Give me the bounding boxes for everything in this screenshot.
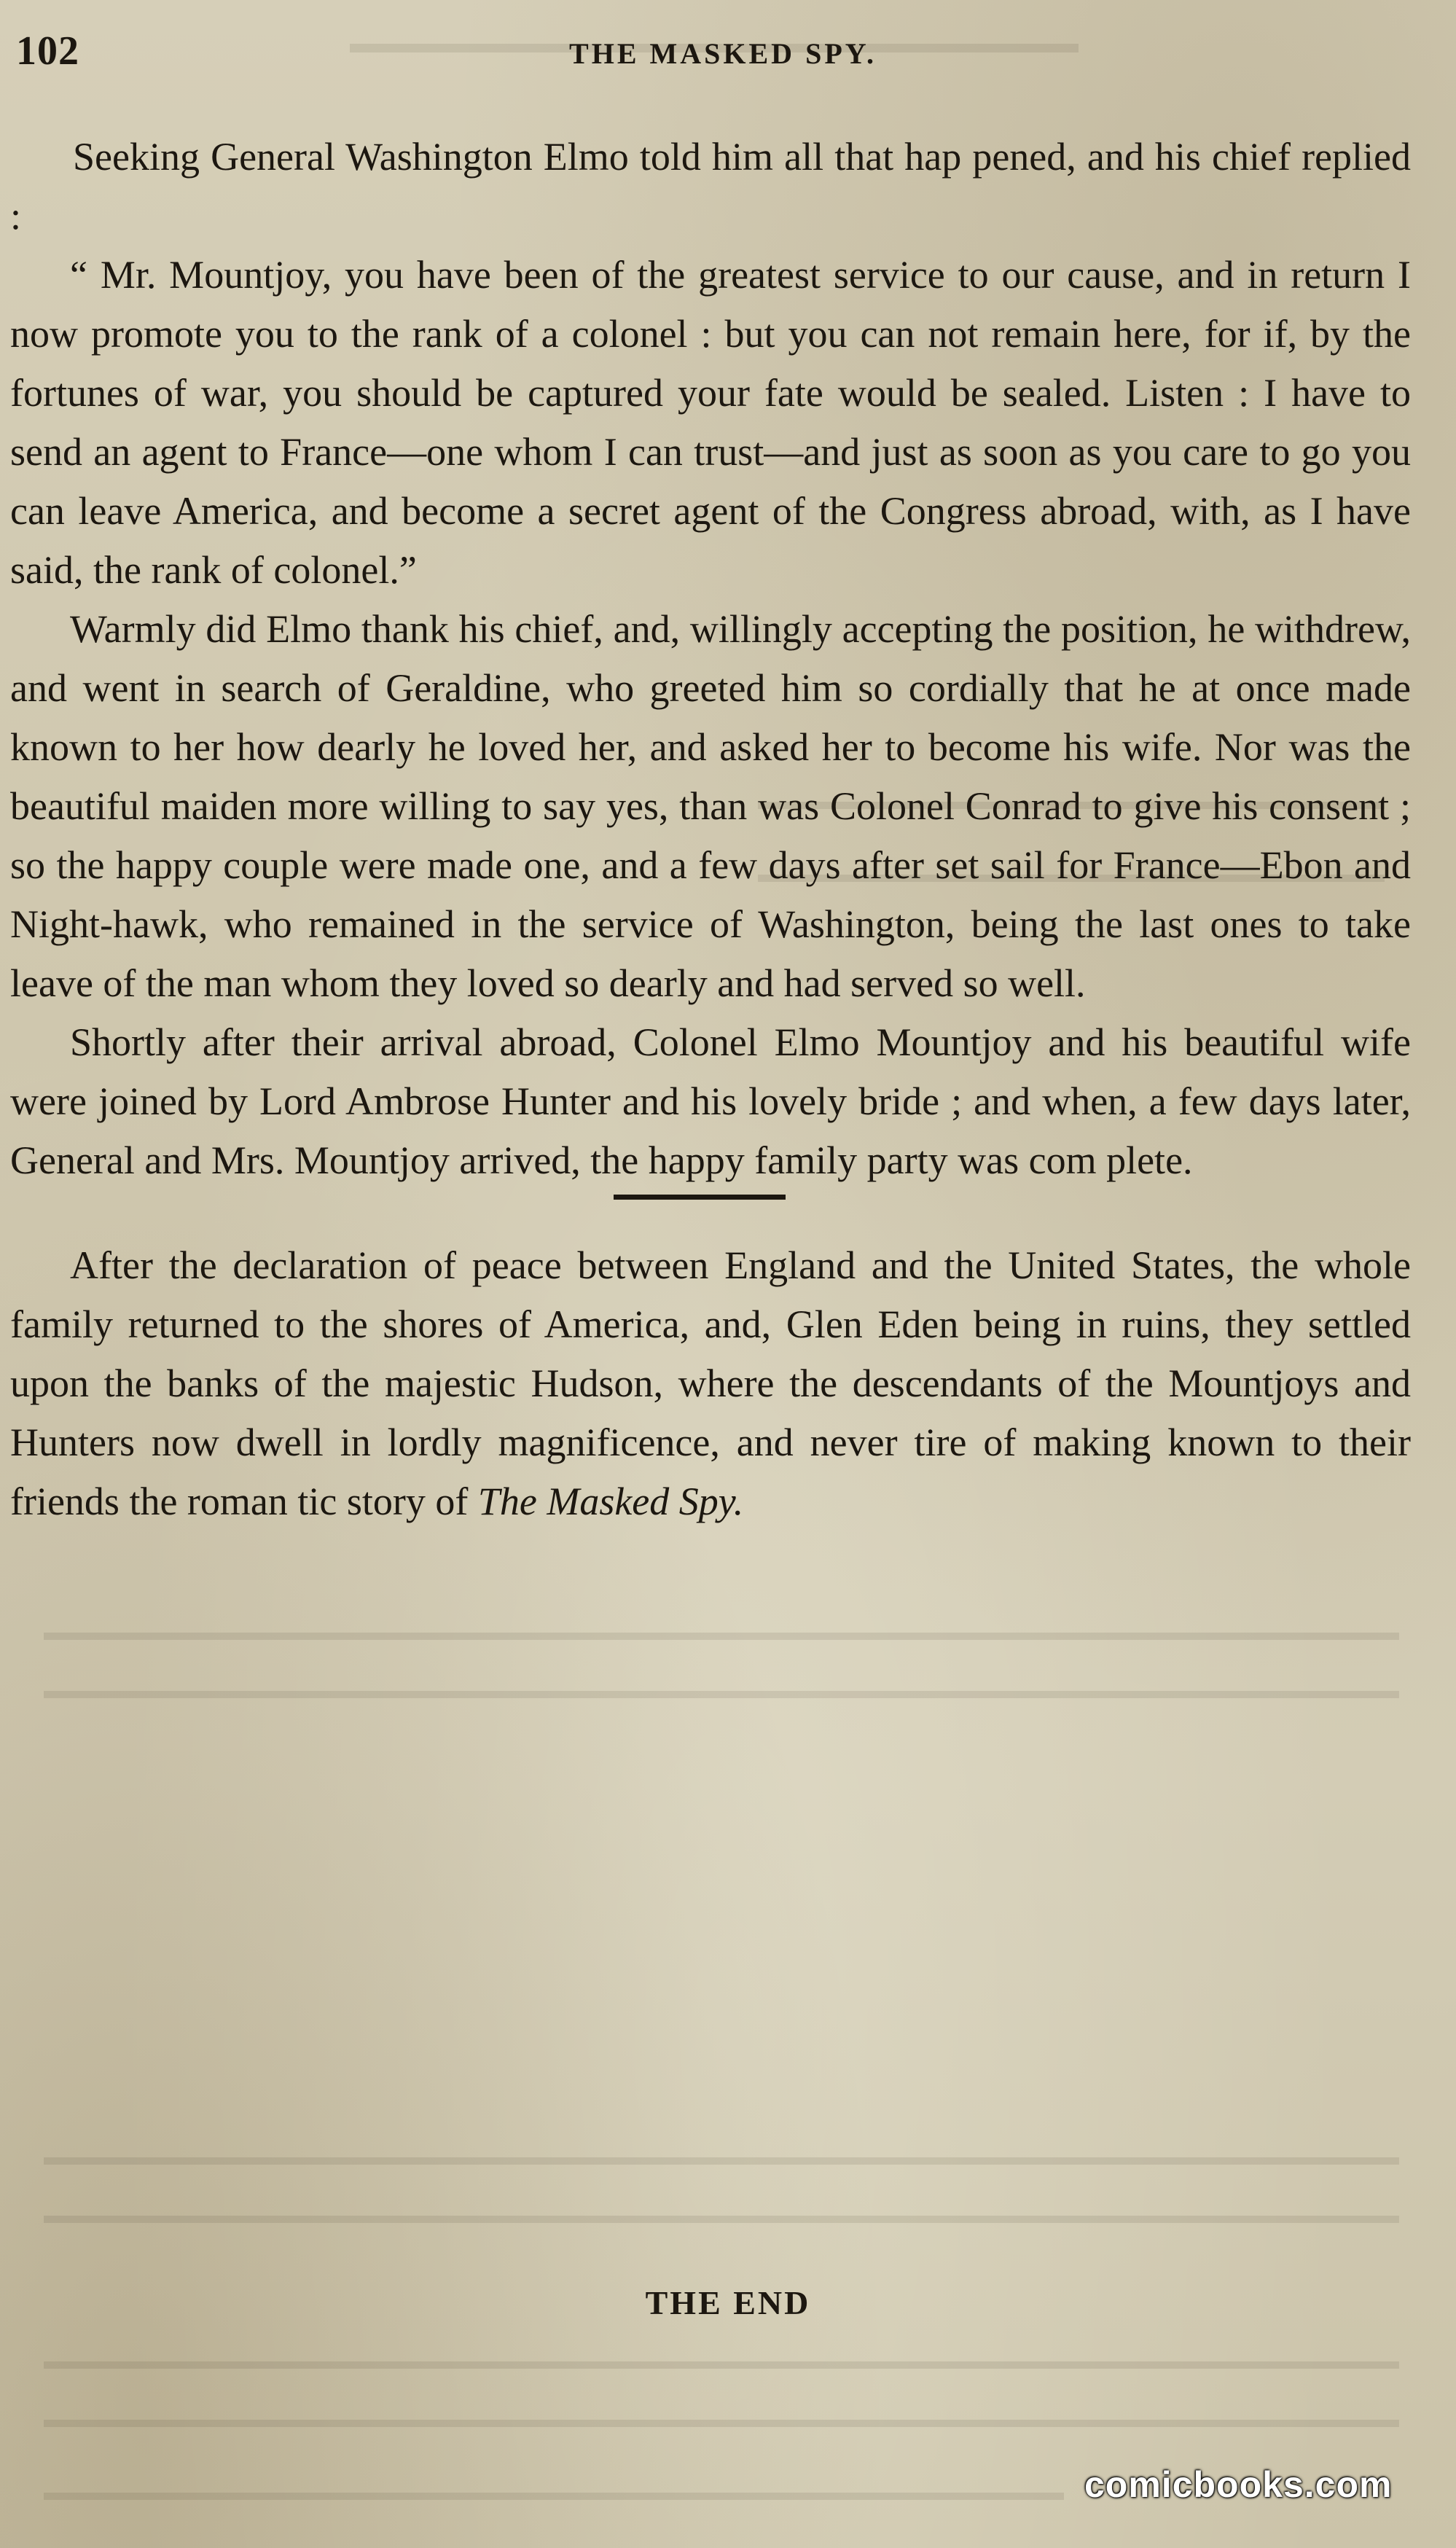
paragraph: “ Mr. Mountjoy, you have been of the greatest service to our cause, and in return I now promote you to the rank of a colonel : but you can not remain here, for if, by the fortunes of war, you should be captured your fate would be sealed. Listen : I have to send an agent to France—one whom I can trust—and just as soon as you care to go you can leave America, and become a secret agent of the Congress abroad, with, as I have said, the rank of colonel.” [10,253,1411,592]
page-number: 102 [16,28,79,74]
section-divider [614,1195,786,1200]
bleed-line [44,2157,1399,2165]
watermark: comicbooks.com [1084,2464,1393,2505]
paragraph: Warmly did Elmo thank his chief, and, willingly accepting the position, he withdrew, and went in search of Geraldine, who greeted him so cordially that he at once made known to her how dearly he loved her, and asked her to become his wife. Nor was the beautiful maiden more willing to say yes, than was Colonel Conrad to give his consent ; so the happy couple were made one, and a few days after set sail for France—Ebon and Night-hawk, who remained in the service of Washington, being the last ones to take leave of the man whom they loved so dearly and had served so well. [10,607,1411,1005]
bleed-line [44,2216,1399,2223]
bleed-line [44,2361,1399,2369]
page-body [10,128,1411,1531]
page-header [16,28,1430,79]
bleed-line [44,1633,1399,1640]
the-end-label: THE END [645,2284,811,2321]
bleed-line [44,1691,1399,1698]
running-title: THE MASKED SPY. [569,37,877,70]
paragraph: Shortly after their arrival abroad, Colonel Elmo Mountjoy and his beautiful wife were joined by Lord Ambrose Hunter and his lovely bride ; and when, a few days later, General and Mrs. Mountjoy arrived, the happy family party was com plete. [10,1020,1411,1182]
bleed-line [44,2420,1399,2427]
bleed-line [44,2493,1064,2500]
book-title-italic: The Masked Spy. [477,1480,744,1523]
paragraph [10,1236,1411,1531]
paragraph-text: After the declaration of peace between England and the United States, the whole family returned to the shores of America, and, Glen Eden being in ruins, they settled upon the banks of the majestic Hudson, where the descendants of the Mountjoys and Hunters now dwell in lordly magnificence, and never tire of making known to their friends the roman tic story of [10,1243,1411,1523]
paragraph: Seeking General Washington Elmo told him all that hap pened, and his chief replied : [10,135,1411,238]
